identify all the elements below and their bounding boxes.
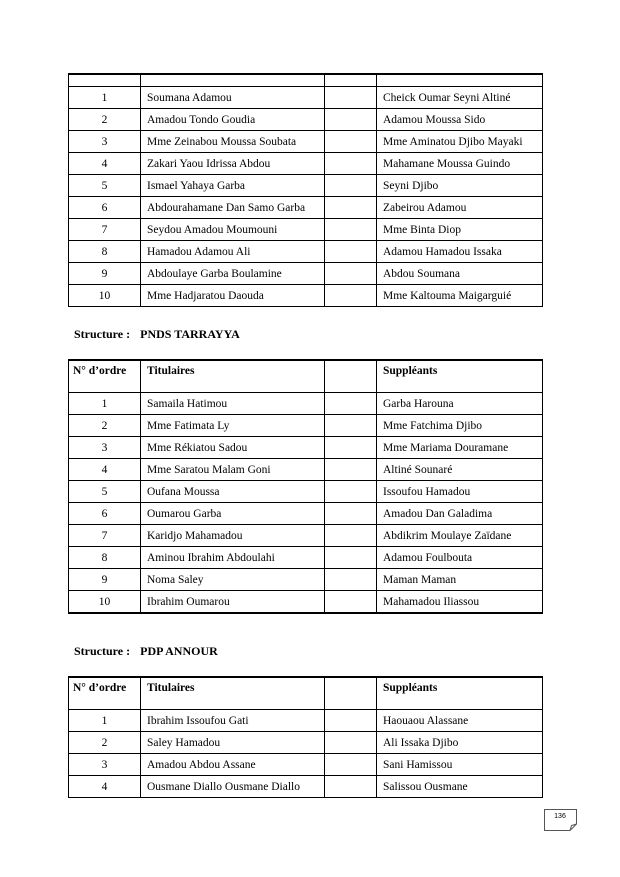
table-row: 1 Ibrahim Issoufou Gati Haouaou Alassane	[69, 710, 543, 732]
page-number-box	[544, 809, 578, 831]
header-num: N° d’ordre	[69, 360, 141, 393]
table-row: 4 Zakari Yaou Idrissa Abdou Mahamane Moussa Guindo	[69, 153, 543, 175]
table-row: 2 Mme Fatimata Ly Mme Fatchima Djibo	[69, 415, 543, 437]
table-row: 6 Oumarou Garba Amadou Dan Galadima	[69, 503, 543, 525]
header-num: N° d’ordre	[69, 677, 141, 710]
structure-label: Structure :	[74, 644, 131, 658]
table-members-continued	[68, 73, 543, 307]
table-pnds-tarrayya	[68, 359, 543, 614]
header-titulaires: Titulaires	[141, 677, 325, 710]
table-row: 9 Abdoulaye Garba Boulamine Abdou Soumana	[69, 263, 543, 285]
table-row: 6 Abdourahamane Dan Samo Garba Zabeirou Adamou	[69, 197, 543, 219]
header-suppleants: Suppléants	[377, 677, 543, 710]
structure-label: Structure :	[74, 327, 131, 341]
table-row: 2 Amadou Tondo Goudia Adamou Moussa Sido	[69, 109, 543, 131]
table-row: 8 Hamadou Adamou Ali Adamou Hamadou Issaka	[69, 241, 543, 263]
table-row: 3 Mme Rékiatou Sadou Mme Mariama Douramane	[69, 437, 543, 459]
table-row: 4 Mme Saratou Malam Goni Altiné Sounaré	[69, 459, 543, 481]
table-row: 3 Amadou Abdou Assane Sani Hamissou	[69, 754, 543, 776]
header-suppleants: Suppléants	[377, 360, 543, 393]
table-row	[69, 74, 543, 87]
table-header-row	[69, 677, 543, 710]
table-row: 1 Soumana Adamou Cheick Oumar Seyni Altiné	[69, 87, 543, 109]
table-row: 7 Karidjo Mahamadou Abdikrim Moulaye Zaïdane	[69, 525, 543, 547]
structure-name: PNDS TARRAYYA	[140, 327, 240, 341]
table-row: 10 Ibrahim Oumarou Mahamadou Iliassou	[69, 591, 543, 614]
table-row: 4 Ousmane Diallo Ousmane Diallo Salissou Ousmane	[69, 776, 543, 798]
table-row: 7 Seydou Amadou Moumouni Mme Binta Diop	[69, 219, 543, 241]
structure-name: PDP ANNOUR	[140, 644, 218, 658]
table-row: 1 Samaila Hatimou Garba Harouna	[69, 393, 543, 415]
structure-heading-pnds	[74, 327, 240, 342]
table-row: 3 Mme Zeinabou Moussa Soubata Mme Aminatou Djibo Mayaki	[69, 131, 543, 153]
page-number: 136	[554, 813, 566, 820]
table-pdp-annour	[68, 676, 543, 798]
header-titulaires: Titulaires	[141, 360, 325, 393]
table-row: 9 Noma Saley Maman Maman	[69, 569, 543, 591]
table-row: 2 Saley Hamadou Ali Issaka Djibo	[69, 732, 543, 754]
structure-heading-pdp	[74, 644, 218, 659]
table-header-row	[69, 360, 543, 393]
table-row: 8 Aminou Ibrahim Abdoulahi Adamou Foulbouta	[69, 547, 543, 569]
table-row: 5 Oufana Moussa Issoufou Hamadou	[69, 481, 543, 503]
table-row: 5 Ismael Yahaya Garba Seyni Djibo	[69, 175, 543, 197]
table-row: 10 Mme Hadjaratou Daouda Mme Kaltouma Maigarguié	[69, 285, 543, 307]
